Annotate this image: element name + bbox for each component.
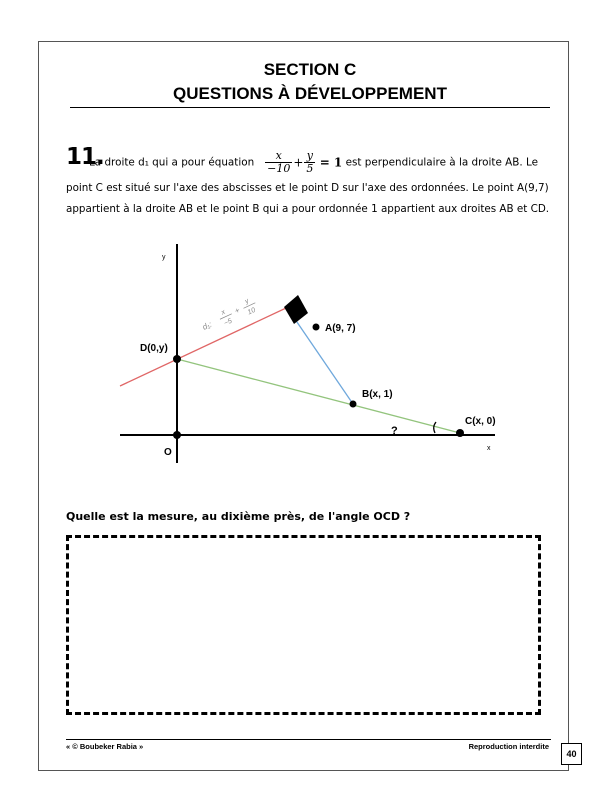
- origin-label: O: [164, 447, 172, 458]
- question-line-3: appartient à la droite AB et le point B qui a pour ordonnée 1 appartient aux droites AB et CD.: [66, 203, 550, 215]
- d1-label-prefix: d₁:: [201, 319, 214, 332]
- x-axis-label: x: [487, 445, 491, 452]
- d1-frac1-den: −5: [223, 317, 234, 328]
- question-prompt: Quelle est la mesure, au dixième près, de l'angle OCD ?: [66, 510, 411, 523]
- footer-notice: Reproduction interdite: [468, 742, 549, 751]
- eq-frac2-den: 5: [306, 162, 314, 175]
- d1-frac2-den: 10: [246, 306, 257, 317]
- line-cd: [177, 359, 460, 433]
- line-d1-label: [199, 296, 259, 337]
- angle-arc: [434, 422, 436, 433]
- eq-frac1-num: x: [265, 150, 292, 163]
- point-b-label: B(x, 1): [362, 389, 393, 400]
- question-line-1-start: La droite d₁ qui a pour équation: [89, 156, 255, 169]
- answer-area[interactable]: [66, 535, 541, 715]
- eq-frac2-num: y: [304, 150, 315, 163]
- question-line-1: [89, 150, 538, 175]
- y-axis-label: y: [162, 254, 166, 261]
- eq-rhs: = 1: [319, 155, 343, 170]
- equation-fraction-2: [304, 150, 315, 175]
- d1-frac1-num: x: [220, 308, 227, 317]
- point-o: [173, 431, 181, 439]
- point-d-label: D(0,y): [140, 343, 168, 354]
- point-d: [173, 355, 181, 363]
- d1-frac2-num: y: [243, 297, 251, 306]
- angle-question-mark: ?: [391, 425, 398, 437]
- title-divider: [70, 107, 550, 108]
- point-b: [350, 401, 357, 408]
- question-line-1-end: est perpendiculaire à la droite AB. Le: [345, 156, 539, 169]
- page-number: 40: [561, 743, 582, 765]
- section-title: SECTION C: [263, 60, 357, 79]
- question-line-2: point C est situé sur l'axe des abscisses et le point D sur l'axe des ordonnées. Le point A(9,7): [66, 182, 549, 194]
- geometry-figure: [110, 238, 510, 473]
- point-a: [313, 324, 320, 331]
- question-number: 11.: [66, 144, 104, 170]
- point-a-label: A(9, 7): [325, 323, 356, 334]
- point-c: [456, 429, 464, 437]
- eq-plus: +: [293, 155, 304, 170]
- equation-fraction-1: [265, 150, 292, 175]
- footer-copyright: « © Boubeker Rabia »: [66, 742, 144, 751]
- footer-divider: [66, 739, 551, 740]
- figure-svg: [110, 238, 510, 468]
- right-angle-marker: [284, 295, 308, 324]
- eq-frac1-den: −10: [267, 162, 291, 175]
- point-c-label: C(x, 0): [465, 416, 496, 427]
- d1-plus: +: [233, 305, 242, 316]
- section-subtitle: QUESTIONS À DÉVELOPPEMENT: [173, 84, 447, 103]
